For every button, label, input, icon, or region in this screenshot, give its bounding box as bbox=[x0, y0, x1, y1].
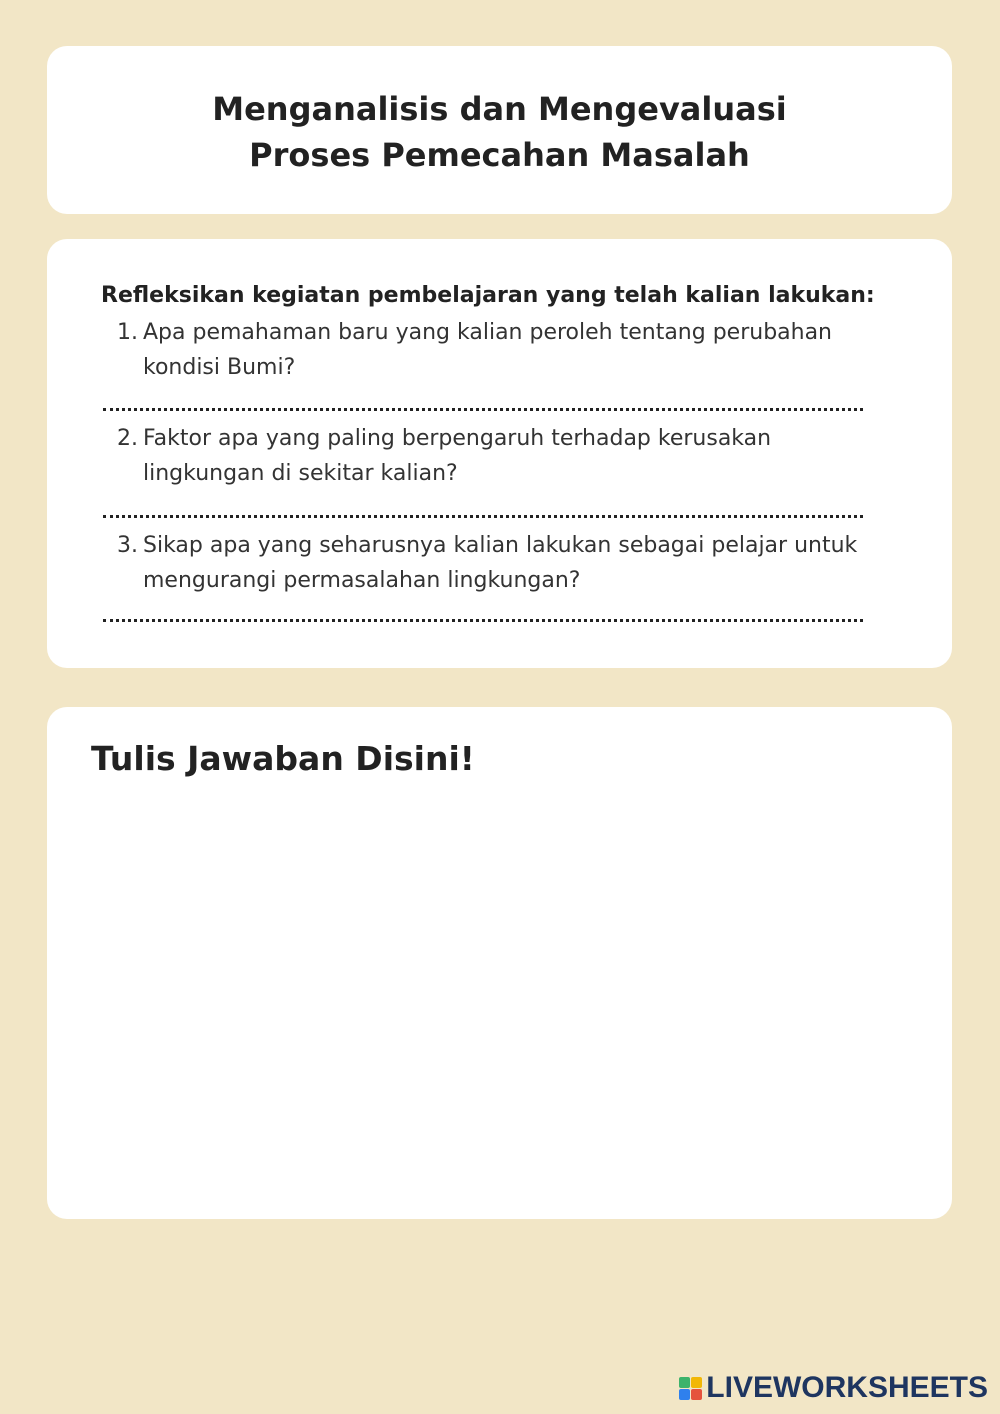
liveworksheets-logo-icon bbox=[679, 1377, 702, 1400]
page-title-line-1: Menganalisis dan Mengevaluasi bbox=[212, 90, 787, 128]
answer-dotted-line-1 bbox=[103, 408, 863, 411]
liveworksheets-logo bbox=[679, 1372, 988, 1404]
question-item-2 bbox=[117, 421, 887, 491]
answer-dotted-line-3 bbox=[103, 619, 863, 622]
question-number: 2. bbox=[117, 426, 138, 451]
brand-name: LIVEWORKSHEETS bbox=[706, 1371, 988, 1404]
question-number: 1. bbox=[117, 320, 138, 345]
question-text: Faktor apa yang paling berpengaruh terhadap kerusakan lingkungan di sekitar kalian? bbox=[143, 426, 772, 486]
question-number: 3. bbox=[117, 533, 138, 558]
answer-dotted-line-2 bbox=[103, 515, 863, 518]
title-card bbox=[47, 46, 952, 214]
page-title-line-2: Proses Pemecahan Masalah bbox=[249, 136, 750, 174]
questions-intro: Refleksikan kegiatan pembelajaran yang telah kalian lakukan: bbox=[101, 283, 875, 308]
question-item-3 bbox=[117, 528, 887, 598]
answer-heading: Tulis Jawaban Disini! bbox=[91, 739, 475, 778]
answer-box[interactable] bbox=[47, 707, 952, 1219]
question-text: Sikap apa yang seharusnya kalian lakukan sebagai pelajar untuk mengurangi permasalahan lingkungan? bbox=[143, 533, 858, 593]
questions-card bbox=[47, 239, 952, 668]
page-title bbox=[47, 86, 952, 178]
question-text: Apa pemahaman baru yang kalian peroleh tentang perubahan kondisi Bumi? bbox=[143, 320, 833, 380]
question-item-1 bbox=[117, 315, 887, 385]
